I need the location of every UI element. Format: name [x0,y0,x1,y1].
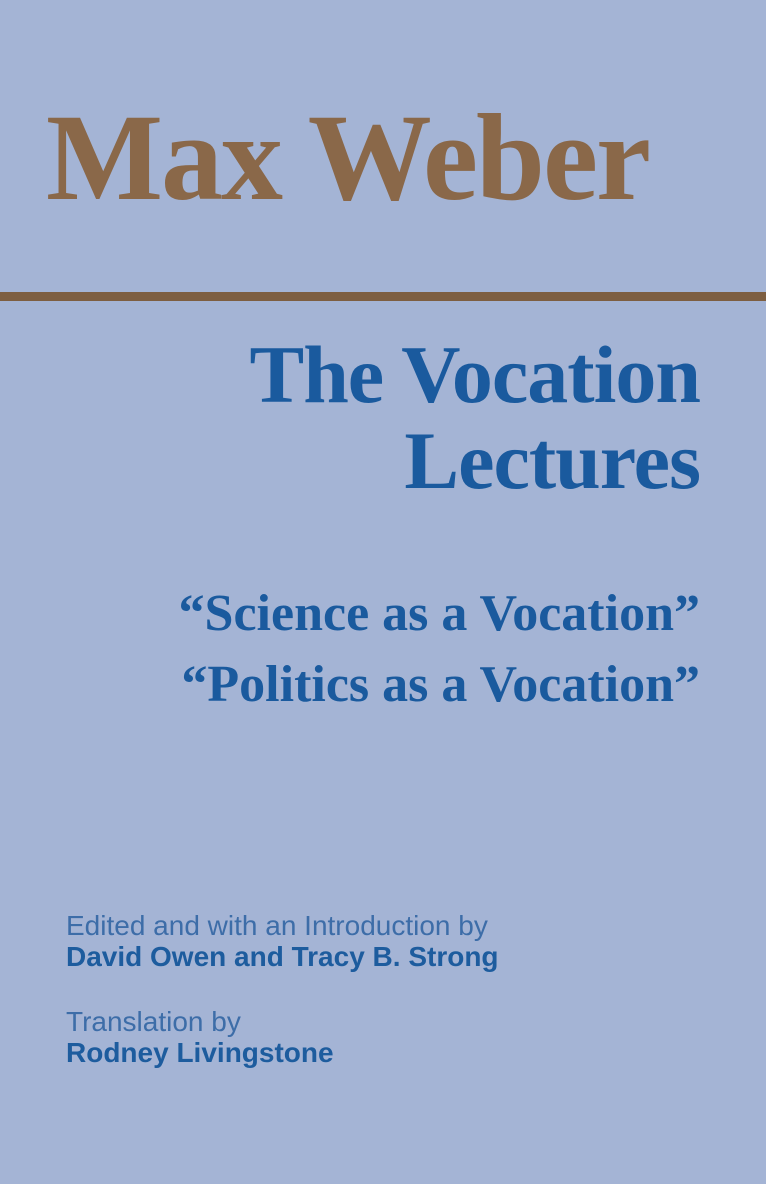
translation-label: Translation by [66,1006,241,1037]
editors-names: David Owen and Tracy B. Strong [66,941,499,972]
book-title [0,329,700,506]
edited-by-label: Edited and with an Introduction by [66,910,488,941]
lecture-title-politics: “Politics as a Vocation” [181,656,700,713]
edited-by-credit [66,910,499,972]
book-title-line2: Lectures [404,415,700,506]
translator-name: Rodney Livingstone [66,1037,334,1068]
lecture-titles [0,578,700,720]
translation-credit [66,1006,334,1068]
divider-rule [0,292,766,301]
lecture-title-science: “Science as a Vocation” [178,585,700,642]
author-name: Max Weber [46,89,650,226]
book-title-line1: The Vocation [249,329,700,420]
